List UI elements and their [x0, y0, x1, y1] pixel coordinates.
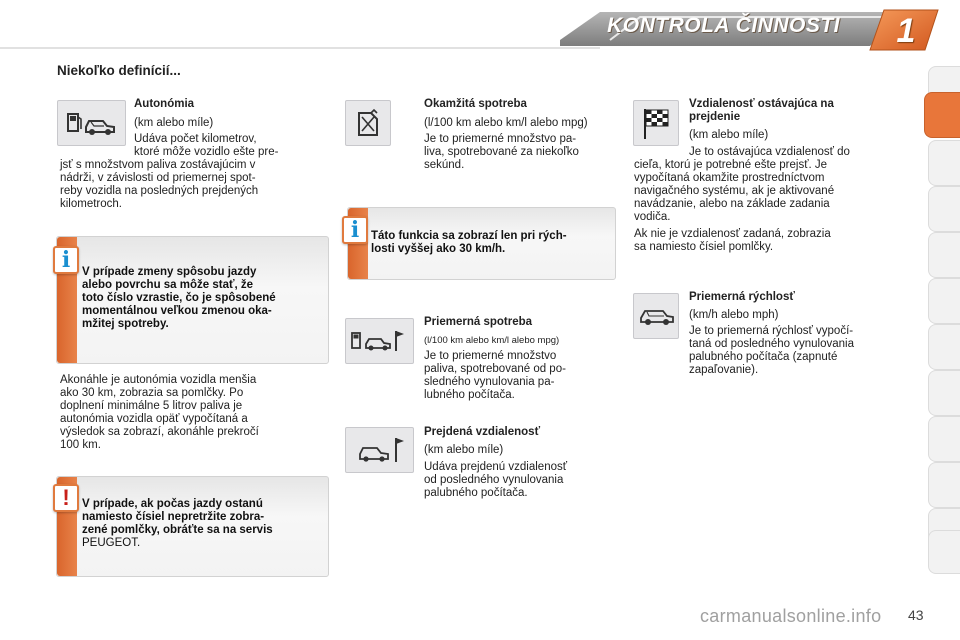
warning-line: namiesto čísiel nepretržite zobra-	[82, 511, 265, 523]
callout-mode-line: V prípade zmeny spôsobu jazdy	[82, 266, 257, 278]
okamzita-unit: (l/100 km alebo km/l alebo mpg)	[424, 117, 588, 129]
okamzita-text-line: Je to priemerné množstvo pa-	[424, 133, 577, 145]
chapter-tab[interactable]	[928, 278, 960, 324]
car-flag-icon	[345, 427, 414, 473]
vzdialenost-text2-line: sa namiesto čísiel pomlčky.	[634, 241, 774, 253]
autonomia-text-line: nádrži, v závislosti od priemernej spot-	[60, 172, 256, 184]
priemerna-spotreba-text-line: sledného vynulovania pa-	[424, 376, 555, 388]
autonomia-note-line: 100 km.	[60, 439, 101, 451]
fuel-pump-car-icon	[57, 100, 126, 146]
autonomia-text-line: Udáva počet kilometrov,	[134, 133, 257, 145]
priemerna-spotreba-text-line: lubného počítača.	[424, 389, 515, 401]
autonomia-text-line: ktoré môže vozidlo ešte pre-	[134, 146, 279, 158]
car-icon	[633, 293, 679, 339]
prejdena-text-line: od posledného vynulovania	[424, 474, 564, 486]
chapter-number: 1	[896, 12, 916, 50]
info-icon: i	[342, 216, 368, 244]
warning-line: V prípade, ak počas jazdy ostanú	[82, 498, 263, 510]
vzdialenost-title: Vzdialenosť ostávajúca na	[689, 98, 834, 110]
prejdena-title: Prejdená vzdialenosť	[424, 426, 541, 438]
okamzita-text-line: sekúnd.	[424, 159, 465, 171]
priemerna-spotreba-unit: (l/100 km alebo km/l alebo mpg)	[424, 335, 560, 346]
autonomia-title: Autonómia	[134, 98, 195, 110]
vzdialenost-text-line: Je to ostávajúca vzdialenosť do	[689, 146, 850, 158]
info-icon: i	[53, 246, 79, 274]
header-title: KONTROLA ČINNOSTI	[607, 14, 840, 37]
warning-line: PEUGEOT.	[82, 537, 141, 549]
callout-mode-line: mžitej spotreby.	[82, 318, 169, 330]
fuel-can-icon	[345, 100, 391, 146]
autonomia-note-line: autonómia vozidla opäť vypočítaná a	[60, 413, 248, 425]
okamzita-title: Okamžitá spotreba	[424, 98, 527, 110]
chapter-tab-active[interactable]	[924, 92, 960, 138]
chapter-tab[interactable]	[928, 416, 960, 462]
autonomia-text-line: kilometroch.	[60, 198, 122, 210]
warning-icon: !	[53, 484, 79, 512]
chapter-tab[interactable]	[928, 462, 960, 508]
section-title: Niekoľko definícií...	[57, 63, 181, 78]
chapter-tab[interactable]	[928, 530, 960, 574]
prejdena-text-line: palubného počítača.	[424, 487, 528, 499]
autonomia-note-line: doplnení minimálne 5 litrov paliva je	[60, 400, 243, 412]
callout-mode-line: toto číslo vzrastie, čo je spôsobené	[82, 292, 276, 304]
callout-mode-line: alebo povrchu sa môže stať, že	[82, 279, 254, 291]
callout-speed-line: losti vyššej ako 30 km/h.	[371, 243, 506, 255]
autonomia-unit: (km alebo míle)	[134, 117, 214, 129]
vzdialenost-text-line: navádzanie, alebo na základe zadania	[634, 198, 830, 210]
priemerna-spotreba-text-line: paliva, spotrebované od po-	[424, 363, 566, 375]
autonomia-note-line: Akonáhle je autonómia vozidla menšia	[60, 374, 257, 386]
vzdialenost-text-line: vypočítaná okamžite prostredníctvom	[634, 172, 825, 184]
chapter-tab[interactable]	[928, 232, 960, 278]
autonomia-note-line: ako 30 km, zobrazia sa pomlčky. Po	[60, 387, 244, 399]
priemerna-spotreba-text-line: Je to priemerné množstvo	[424, 350, 557, 362]
vzdialenost-text2-line: Ak nie je vzdialenosť zadaná, zobrazia	[634, 228, 831, 240]
watermark: carmanualsonline.info	[700, 606, 882, 626]
rychlost-unit: (km/h alebo mph)	[689, 309, 779, 321]
callout-mode-line: momentálnou veľkou zmenou oka-	[82, 305, 272, 317]
okamzita-text-line: liva, spotrebované za niekoľko	[424, 146, 579, 158]
rychlost-text-line: taná od posledného vynulovania	[689, 338, 854, 350]
vzdialenost-unit: (km alebo míle)	[689, 129, 769, 141]
vzdialenost-text-line: navigačného systému, ak je aktivované	[634, 185, 835, 197]
priemerna-spotreba-title: Priemerná spotreba	[424, 316, 533, 328]
page-number: 43	[908, 607, 924, 623]
autonomia-text-line: jsť s množstvom paliva zostávajúcim v	[60, 159, 256, 171]
autonomia-text-line: reby vozidla na posledných prejdených	[60, 185, 259, 197]
vzdialenost-text-line: vodiča.	[634, 211, 671, 223]
rychlost-text-line: zapaľovanie).	[689, 364, 759, 376]
chapter-tab[interactable]	[928, 140, 960, 186]
chapter-tab[interactable]	[928, 186, 960, 232]
prejdena-unit: (km alebo míle)	[424, 444, 504, 456]
autonomia-note-line: výsledok sa zobrazí, akonáhle prekročí	[60, 426, 259, 438]
chapter-tab[interactable]	[928, 370, 960, 416]
checkered-flag-icon	[633, 100, 679, 146]
rychlost-title: Priemerná rýchlosť	[689, 291, 795, 303]
fuel-car-distance-icon	[345, 318, 414, 364]
warning-line: zené pomlčky, obráťte sa na servis	[82, 524, 273, 536]
vzdialenost-title: prejdenie	[689, 111, 741, 123]
chapter-tab[interactable]	[928, 324, 960, 370]
callout-speed-line: Táto funkcia sa zobrazí len pri rých-	[371, 230, 567, 242]
prejdena-text-line: Udáva prejdenú vzdialenosť	[424, 461, 568, 473]
rychlost-text-line: Je to priemerná rýchlosť vypočí-	[689, 325, 854, 337]
rychlost-text-line: palubného počítača (zapnuté	[689, 351, 838, 363]
vzdialenost-text-line: cieľa, ktorú je potrebné ešte prejsť. Je	[634, 159, 828, 171]
